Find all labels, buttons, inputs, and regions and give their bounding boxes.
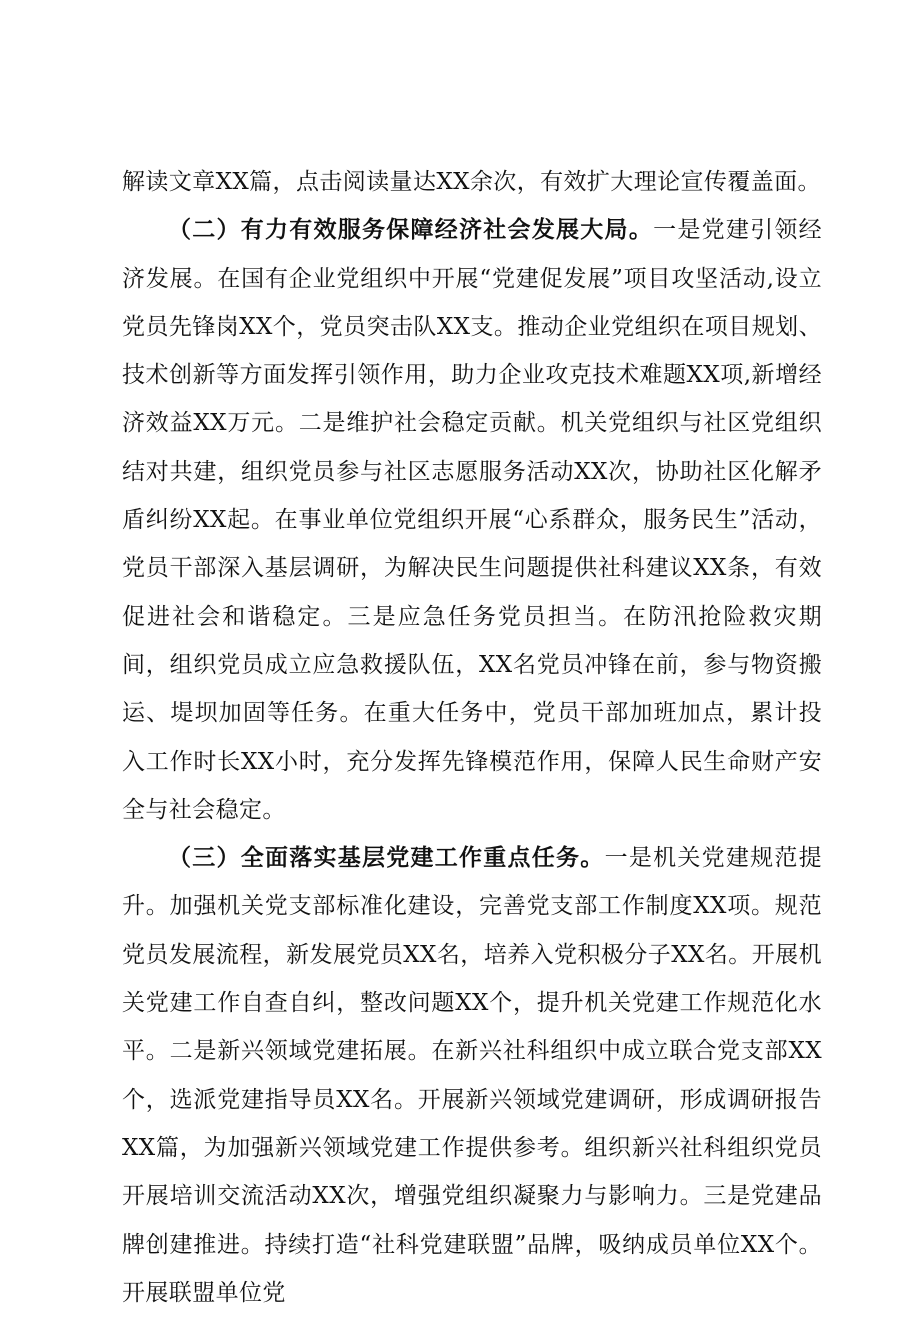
section-3-text: 一是机关党建规范提升。加强机关党支部标准化建设，完善党支部工作制度XX项。规范党员发展流程，新发展党员XX名，培养入党积极分子XX名。开展机关党建工作自查自纠，整改问题XX个，提升机关党建工作规范化水平。二是新兴领域党建拓展。在新兴社科组织中成立联合党支部XX个，选派党建指导员XX名。开展新兴领域党建调研，形成调研报告XX篇，为加强新兴领域党建工作提供参考。组织新兴社科组织党员开展培训交流活动XX次，增强党组织凝聚力与影响力。三是党建品牌创建推进。持续打造“社科党建联盟”品牌，吸纳成员单位XX个。开展联盟单位党 [122,845,822,1306]
paragraph-1-text: 解读文章XX篇，点击阅读量达XX余次，有效扩大理论宣传覆盖面。 [122,169,821,195]
section-2-text: 一是党建引领经济发展。在国有企业党组织中开展“党建促发展”项目攻坚活动,设立党员先锋岗XX个，党员突击队XX支。推动企业党组织在项目规划、技术创新等方面发挥引领作用，助力企业攻克技术难题XX项,新增经济效益XX万元。二是维护社会稳定贡献。机关党组织与社区党组织结对共建，组织党员参与社区志愿服务活动XX次，协助社区化解矛盾纠纷XX起。在事业单位党组织开展“心系群众，服务民生”活动，党员干部深入基层调研，为解决民生问题提供社科建议XX条，有效促进社会和谐稳定。三是应急任务党员担当。在防汛抢险救灾期间，组织党员成立应急救援队伍，XX名党员冲锋在前，参与物资搬运、堤坝加固等任务。在重大任务中，党员干部加班加点，累计投入工作时长XX小时，充分发挥先锋模范作用，保障人民生命财产安全与社会稳定。 [122,217,822,823]
document-body [122,158,822,1317]
paragraph-section-3 [122,834,822,1317]
section-3-heading: （三）全面落实基层党建工作重点任务。 [168,845,605,872]
section-2-heading: （二）有力有效服务保障经济社会发展大局。 [168,217,654,244]
paragraph-continuation [122,158,822,206]
paragraph-section-2 [122,206,822,834]
